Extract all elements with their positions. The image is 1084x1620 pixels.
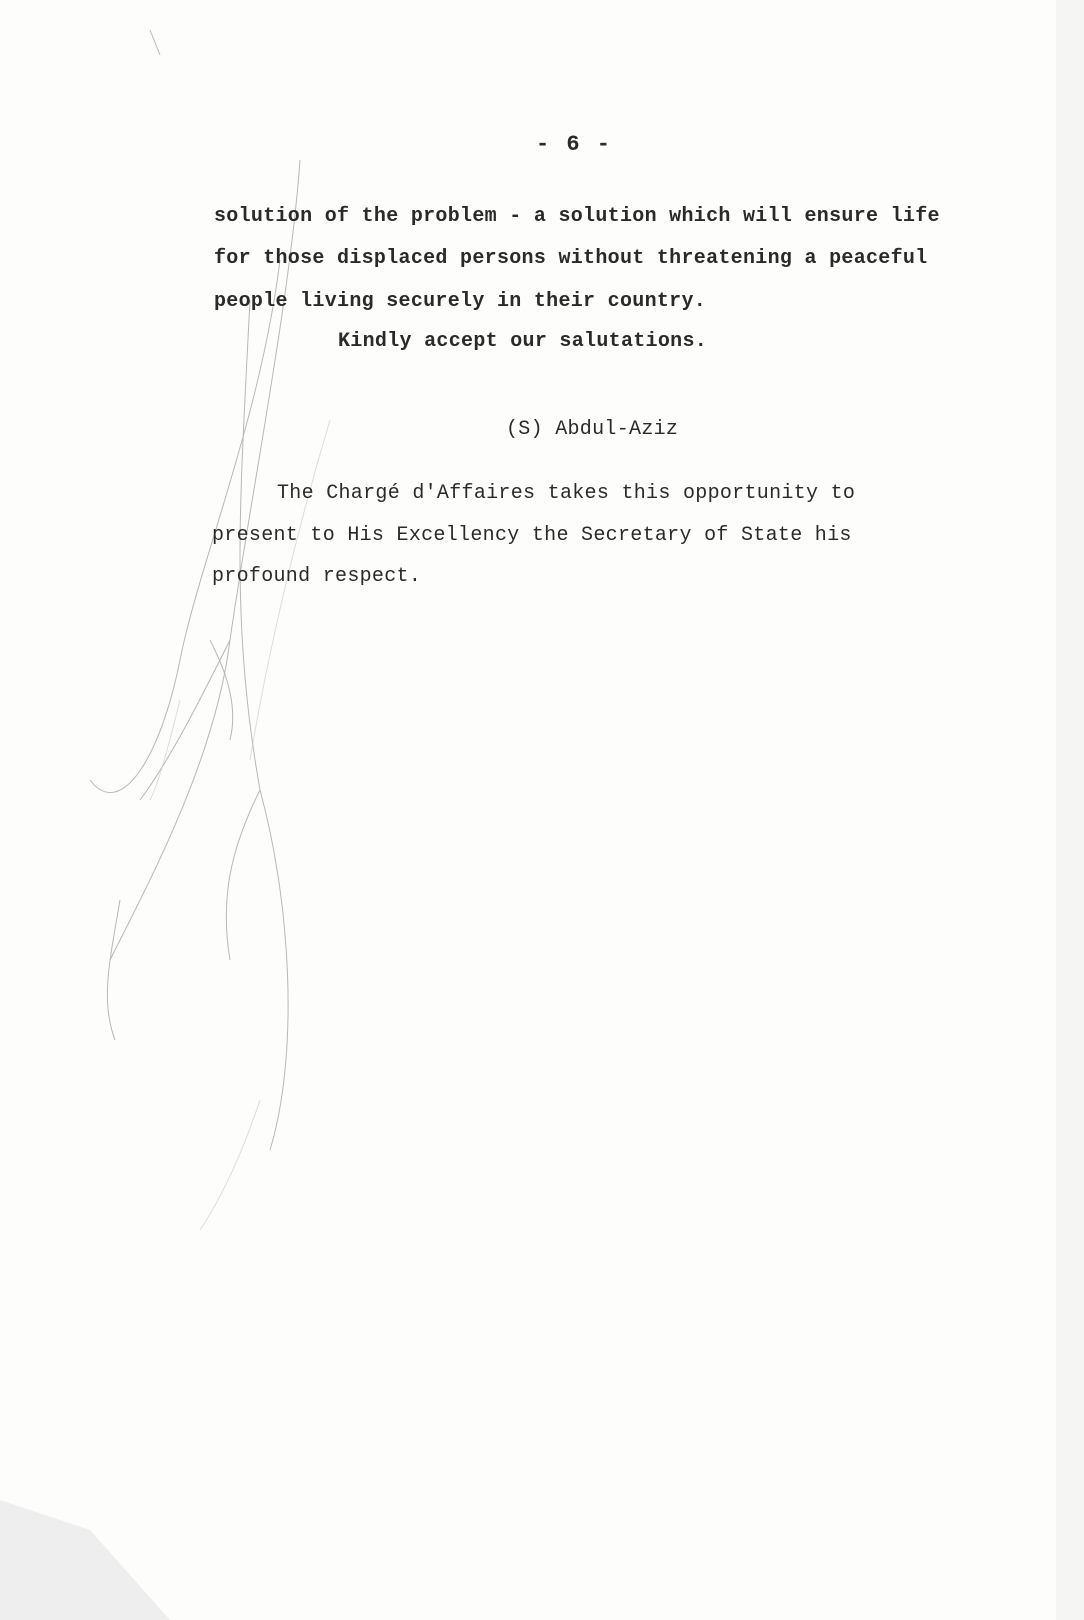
closing-line-2: present to His Excellency the Secretary of State his [212, 524, 852, 547]
salutation-line: Kindly accept our salutations. [338, 330, 708, 353]
signature: (S) Abdul-Aziz [506, 418, 679, 441]
body-line-2: for those displaced persons without threatening a peaceful [214, 247, 928, 270]
body-line-3: people living securely in their country. [214, 290, 707, 313]
page-number: - 6 - [536, 132, 613, 157]
corner-fold-shadow [0, 1480, 180, 1620]
closing-line-3: profound respect. [212, 565, 422, 588]
closing-line-1: The Chargé d'Affaires takes this opportunity to [277, 482, 856, 505]
body-line-1: solution of the problem - a solution which will ensure life [214, 205, 940, 228]
page-edge-shadow [1056, 0, 1084, 1620]
